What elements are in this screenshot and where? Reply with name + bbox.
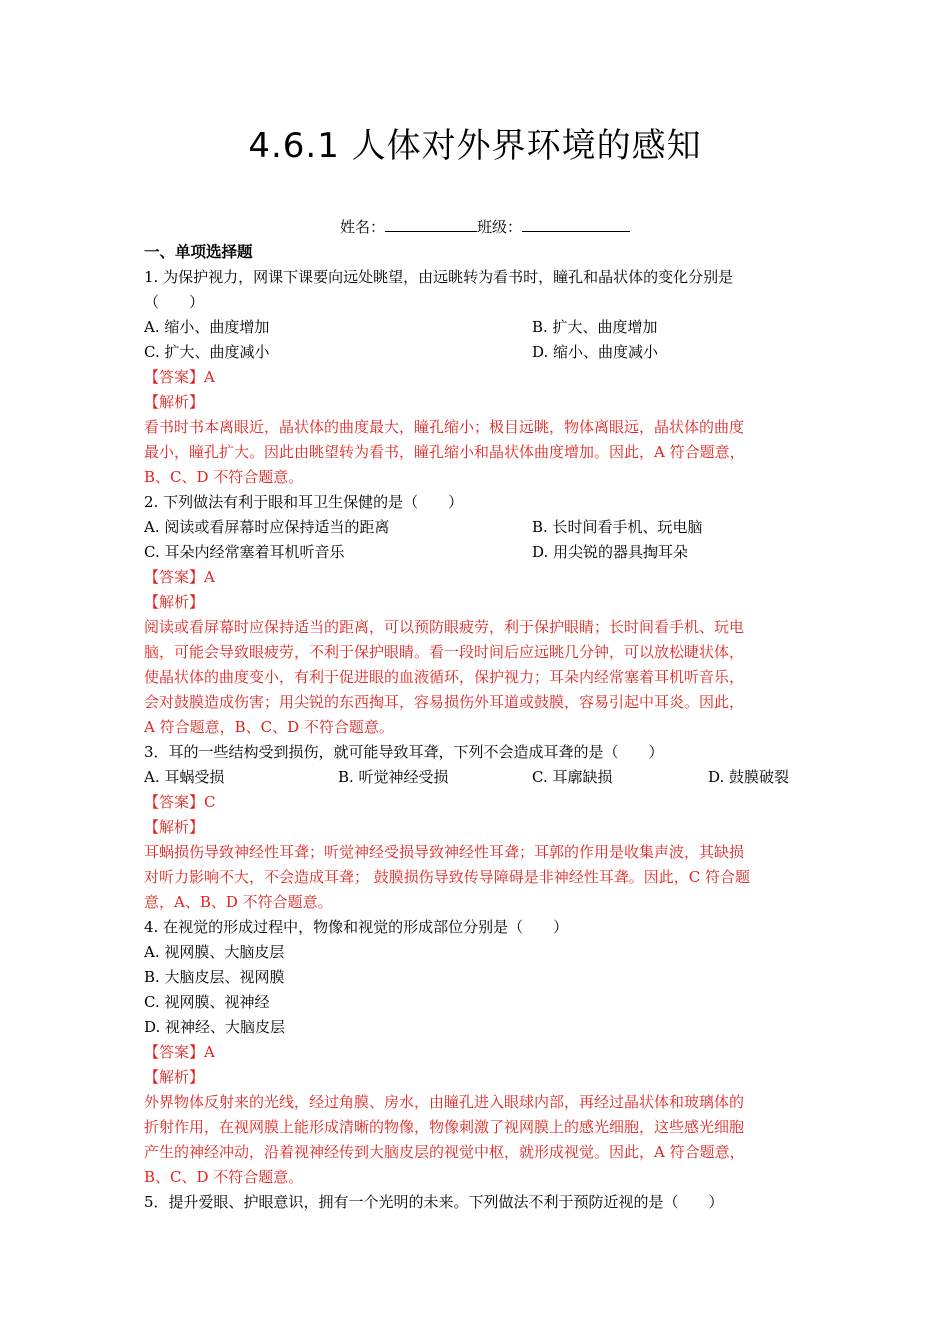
option-c: C. 耳廓缺损 [532, 768, 613, 786]
option-b: B. 长时间看手机、玩电脑 [532, 518, 703, 536]
analysis-line: B、C、D 不符合题意。 [144, 1168, 304, 1186]
option-d: D. 用尖锐的器具掏耳朵 [532, 543, 689, 561]
option-a: A. 视网膜、大脑皮层 [144, 943, 285, 961]
section-heading: 一、单项选择题 [144, 243, 253, 261]
option-c: C. 耳朵内经常塞着耳机听音乐 [144, 543, 345, 561]
question-2-analysis-label: 【解析】 [144, 593, 205, 611]
option-b: B. 听觉神经受损 [338, 768, 449, 786]
question-3-analysis [144, 840, 810, 915]
question-2-stem: 2. 下列做法有利于眼和耳卫生保健的是（ ） [144, 493, 464, 511]
question-1-options-row1 [144, 315, 810, 340]
option-b: B. 大脑皮层、视网膜 [144, 968, 285, 986]
question-1-stem-cont: （ ） [144, 293, 205, 311]
question-1-analysis-label: 【解析】 [144, 393, 205, 411]
question-2-options-row1 [144, 515, 810, 540]
analysis-line: 耳蜗损伤导致神经性耳聋；听觉神经受损导致神经性耳聋；耳郭的作用是收集声波，其缺损 [144, 843, 745, 861]
analysis-line: 产生的神经冲动，沿着视神经传到大脑皮层的视觉中枢，就形成视觉。因此，A 符合题意， [144, 1143, 745, 1161]
analysis-line: 对听力影响不大，不会造成耳聋； 鼓膜损伤导致传导障碍是非神经性耳聋。因此，C 符合题 [144, 868, 751, 886]
analysis-line: 使晶状体的曲度变小，有利于促进眼的血液循环，保护视力；耳朵内经常塞着耳机听音乐， [144, 668, 745, 686]
option-a: A. 耳蜗受损 [144, 768, 225, 786]
question-1-answer: 【答案】A [144, 368, 215, 386]
question-4-analysis [144, 1090, 810, 1190]
analysis-line: 折射作用，在视网膜上能形成清晰的物像，物像刺激了视网膜上的感光细胞，这些感光细胞 [144, 1118, 745, 1136]
name-blank[interactable] [385, 217, 477, 232]
question-4-answer: 【答案】A [144, 1043, 215, 1061]
question-4-analysis-label: 【解析】 [144, 1068, 205, 1086]
question-1-options-row2 [144, 340, 810, 365]
analysis-line: 意，A、B、D 不符合题意。 [144, 893, 333, 911]
name-label: 姓名： [340, 218, 386, 236]
option-a: A. 缩小、曲度增加 [144, 318, 270, 336]
class-blank[interactable] [522, 217, 630, 232]
student-info-line [340, 216, 630, 237]
page-title: 4.6.1 人体对外界环境的感知 [248, 126, 702, 166]
question-4-stem: 4. 在视觉的形成过程中，物像和视觉的形成部位分别是（ ） [144, 918, 569, 936]
question-2-options-row2 [144, 540, 810, 565]
analysis-line: 看书时书本离眼近，晶状体的曲度最大，瞳孔缩小；极目远眺，物体离眼远，晶状体的曲度 [144, 418, 745, 436]
analysis-line: A 符合题意，B、C、D 不符合题意。 [144, 718, 394, 736]
analysis-line: B、C、D 不符合题意。 [144, 468, 304, 486]
question-2-answer: 【答案】A [144, 568, 215, 586]
option-d: D. 视神经、大脑皮层 [144, 1018, 286, 1036]
option-d: D. 缩小、曲度减小 [532, 343, 659, 361]
analysis-line: 脑，可能会导致眼疲劳，不利于保护眼睛。看一段时间后应远眺几分钟，可以放松睫状体， [144, 643, 745, 661]
option-b: B. 扩大、曲度增加 [532, 318, 658, 336]
question-3-answer: 【答案】C [144, 793, 216, 811]
option-c: C. 扩大、曲度减小 [144, 343, 270, 361]
question-1-stem: 1. 为保护视力，网课下课要向远处眺望，由远眺转为看书时，瞳孔和晶状体的变化分别是 [144, 268, 734, 286]
analysis-line: 会对鼓膜造成伤害；用尖锐的东西掏耳，容易损伤外耳道或鼓膜，容易引起中耳炎。因此， [144, 693, 745, 711]
question-3-options [144, 765, 810, 790]
question-5-stem: 5．提升爱眼、护眼意识，拥有一个光明的未来。下列做法不利于预防近视的是（ ） [144, 1193, 724, 1211]
question-3-stem: 3．耳的一些结构受到损伤，就可能导致耳聋，下列不会造成耳聋的是（ ） [144, 743, 664, 761]
class-label: 班级： [477, 218, 523, 236]
question-2-analysis [144, 615, 810, 740]
option-a: A. 阅读或看屏幕时应保持适当的距离 [144, 518, 390, 536]
analysis-line: 外界物体反射来的光线，经过角膜、房水，由瞳孔进入眼球内部，再经过晶状体和玻璃体的 [144, 1093, 745, 1111]
analysis-line: 最小，瞳孔扩大。因此由眺望转为看书，瞳孔缩小和晶状体曲度增加。因此，A 符合题意， [144, 443, 745, 461]
option-c: C. 视网膜、视神经 [144, 993, 270, 1011]
analysis-line: 阅读或看屏幕时应保持适当的距离，可以预防眼疲劳，利于保护眼睛；长时间看手机、玩电 [144, 618, 745, 636]
question-list [144, 240, 810, 1215]
question-1-analysis [144, 415, 810, 490]
question-3-analysis-label: 【解析】 [144, 818, 205, 836]
option-d: D. 鼓膜破裂 [708, 768, 790, 786]
